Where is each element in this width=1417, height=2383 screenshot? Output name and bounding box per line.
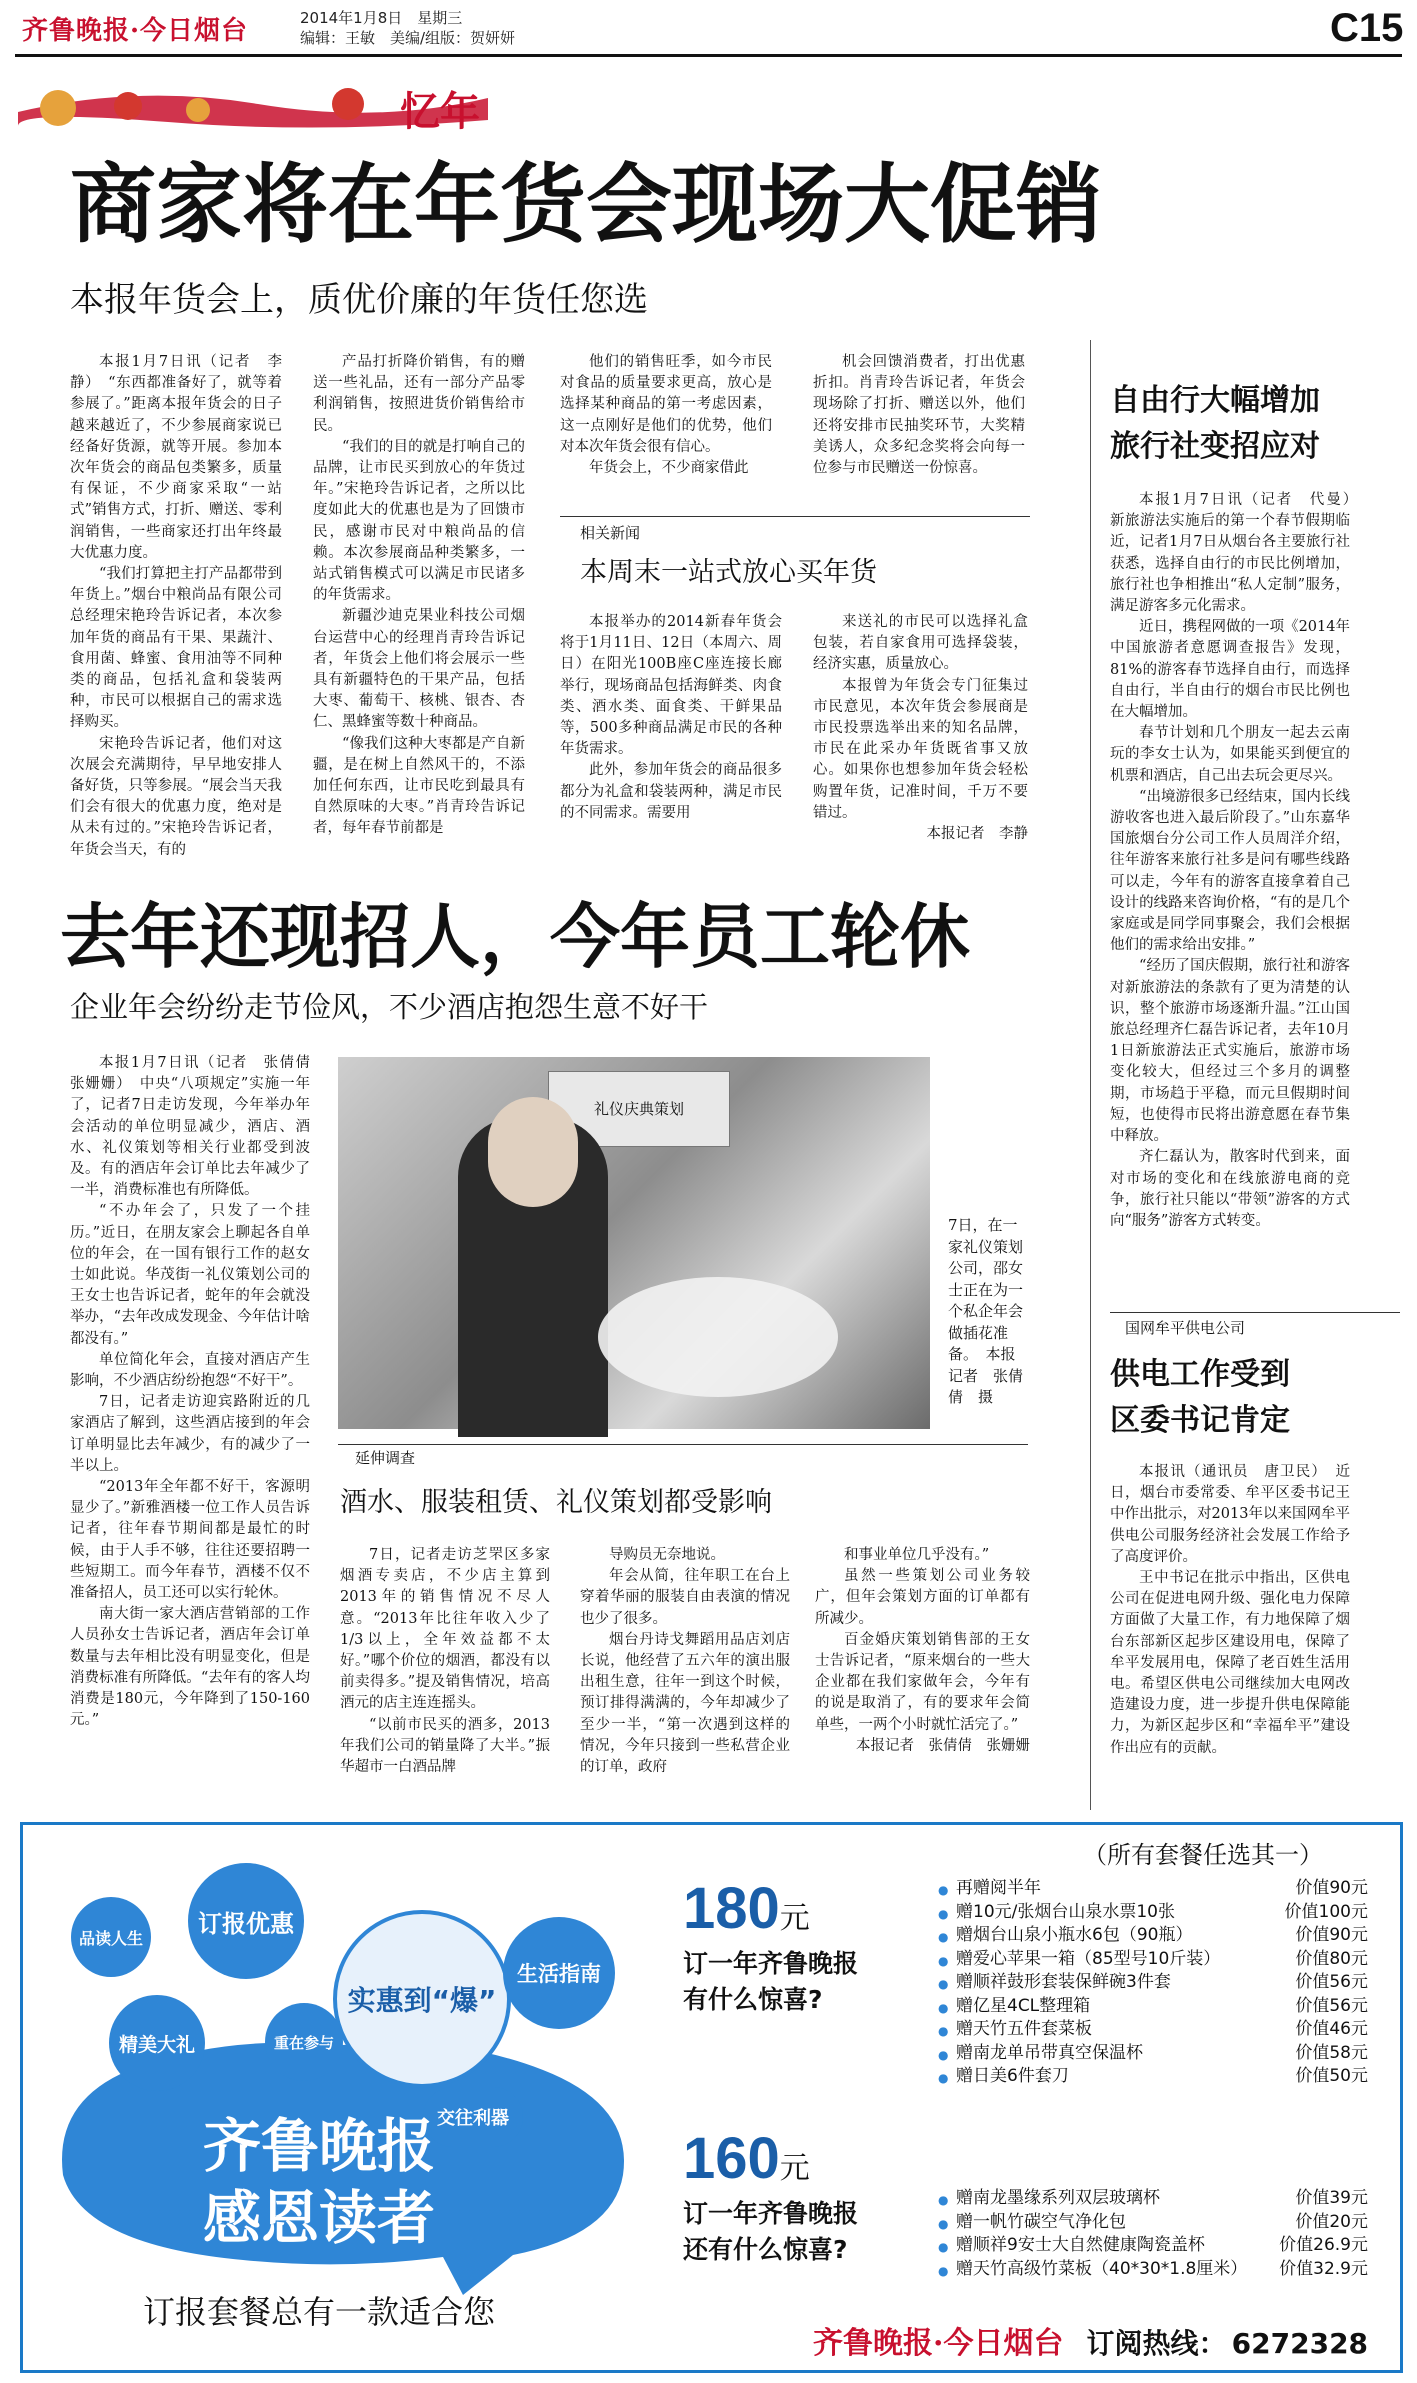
story1-column-2: 产品打折降价销售，有的赠送一些礼品，还有一部分产品零利润销售，按照进货价销售给市民。 “我们的目的就是打响自己的品牌，让市民买到放心的年货过年。”宋艳玲告诉记者，之所以比度如此大的优惠也是为了回馈市民，感谢市民对中粮尚品的信赖。本次参展商品种类繁多，一站式销售模式可以满足市民诸多的年货需求。 新疆沙迪克果业科技公司烟台运营中心的经理肖青玲告诉记者，年货会上他们将会展示一些具有新疆特色的干果产品，包括大枣、葡萄干、核桃、银杏、杏仁、黑蜂蜜等数十种商品。 “像我们这种大枣都是产自新疆，是在树上自然风干的，不添加任何东西，让市民吃到最具有自然原味的大枣。”肖青玲告诉记者，每年春节前都是	[313, 354, 525, 837]
photo-sign: 礼仪庆典策划	[548, 1071, 730, 1147]
offer-item-name: ● 赠顺祥鼓形套装保鲜碗3件套	[938, 1971, 1171, 1995]
offer-180	[683, 1875, 858, 2018]
bullet-icon: ●	[938, 2240, 949, 2254]
story2-column-1: 本报1月7日讯（记者 张倩倩 张姗姗） 中央“八项规定”实施一年了，记者7日走访发现，今年举办年会活动的单位明显减少，酒店、酒水、礼仪策划等相关行业都受到波及。有的酒店年会订单比去年减少了一半，消费标准也有所降低。 “不办年会了，只发了一个挂历。”近日，在朋友家会上聊起各自单位的年会，在一国有银行工作的赵女士如此说。华茂街一礼仪策划公司的王女士也告诉记者，蛇年的年会就没举办，“去年改成发现金、今年估计啥都没有。” 单位简化年会，直接对酒店产生影响，不少酒店纷纷抱怨“不好干”。 7日，记者走访迎宾路附近的几家酒店了解到，这些酒店接到的年会订单明显比去年减少，有的减少了一半以上。 “2013年全年都不好干，客源明显少了。”新雅酒楼一位工作人员告诉记者，往年春节期间都是最忙的时候，由于人手不够，往往还要招聘一些短期工。而今年春节，酒楼不仅不准备招人，员工还可以实行轮休。 南大街一家大酒店营销部的工作人员孙女士告诉记者，酒店年会订单数量与去年相比没有明显变化，但是消费标准有所降低。“去年有的客人均消费是180元，今年降到了150-160元。”	[70, 1055, 325, 1729]
offer-item	[938, 1924, 1368, 1948]
bubble-social: 交往利器	[423, 2087, 523, 2147]
side2-headline: 供电工作受到 区委书记肯定	[1110, 1357, 1290, 1438]
offer-160	[683, 2125, 858, 2268]
ext-byline: 本报记者 张倩倩 张姗姗	[856, 1737, 1030, 1754]
offer-item-name: ● 赠顺祥9安士大自然健康陶瓷盖杯	[938, 2234, 1205, 2258]
hotline-number[interactable]: 6272328	[1231, 2327, 1369, 2360]
side1-body: 本报1月7日讯（记者 代曼） 新旅游法实施后的第一个春节假期临近，记者1月7日从烟台各主要旅行社获悉，选择自由行的市民比例增加，旅行社也争相推出“私人定制”服务，满足游客多元化需求。 近日，携程网做的一项《2014年中国旅游者意愿调查报告》发现，81%的游客春节选择自由行，而选择自由行，半自由行的烟台市民比例也在大幅增加。 春节计划和几个朋友一起去云南玩的李女士认为，如果能买到便宜的机票和酒店，自己出去玩会更尽兴。 “出境游很多已经结束，国内长线游收客也进入最后阶段了。”山东嘉华国旅烟台分公司工作人员周洋介绍，往年游客来旅行社多是问有哪些线路可以走，今年有的游客直接拿着自己设计的线路来咨询价格，“有的是几个家庭或是同学同事聚会，我们会根据他们的需求给出安排。” “经历了国庆假期，旅行社和游客对新旅游法的条款有了更为清楚的认识，整个旅游市场逐渐升温。”江山国旅总经理齐仁磊告诉记者，去年10月1日新旅游法正式实施后，旅游市场变化较大，但经过三个多月的调整期，市场趋于平稳，而元旦假期时间短，也使得市民将出游意愿在春节集中释放。 齐仁磊认为，散客时代到来，面对市场的变化和在线旅游电商的竞争，旅行社只能以“带领”游客的方式向“服务”游客方式转变。	[1110, 492, 1365, 1229]
offer-item-price: 价值39元	[1295, 2188, 1368, 2208]
offer-160-list	[938, 2187, 1368, 2281]
ext-column-3: 和事业单位几乎没有。” 虽然一些策划公司业务较广，但年会策划方面的订单都有所减少。 百金婚庆策划销售部的王女士告诉记者，“原来烟台的一些大企业都在我们家做年会，今年有的说是取消了，有的要求年会简单些，一两个小时就忙活完了。” 本报记者 张倩倩 张姗姗	[815, 1545, 1030, 1770]
offer-item-price: 价值56元	[1295, 1972, 1368, 1992]
offer-item-name: ● 赠南龙单吊带真空保温杯	[938, 2042, 1143, 2066]
story2-subheadline: 企业年会纷纷走节俭风，不少酒店抱怨生意不好干	[70, 990, 709, 1024]
story1-column-1: 本报1月7日讯（记者 李静） “东西都准备好了，就等着参展了。”距离本报年货会的日子越来越近了，不少参展商家说已经备好货源，就等开展。参加本次年货会的商品包类繁多，质量有保证，不少商家采取“一站式”销售方式，打折、赠送、零利润销售，一些商家还打出年终最大优惠力度。 “我们打算把主打产品都带到年货上。”烟台中粮尚品有限公司总经理宋艳玲告诉记者，本次参加年货的商品有干果、果蔬汁、食用菌、蜂蜜、食用油等不同种类的商品，包括礼盒和袋装两种，市民可以根据自己的需求选择购买。 宋艳玲告诉记者，他们对这次展会充满期待，早早地安排人备好货，只等参展。“展会当天我们会有很大的优惠力度，绝对是从未有过的。”宋艳玲告诉记者，年货会当天，有的	[70, 354, 282, 858]
bullet-icon: ●	[938, 2071, 949, 2085]
photo-flowers	[598, 1277, 838, 1397]
header-meta	[300, 8, 515, 48]
offer-item-price: 价值56元	[1295, 1995, 1368, 2016]
ext-headline: 酒水、服装租赁、礼仪策划都受影响	[340, 1487, 772, 1518]
date-line: 2014年1月8日 星期三	[300, 9, 463, 27]
bullet-icon: ●	[938, 2216, 949, 2231]
offer-item-price: 价值46元	[1295, 2019, 1368, 2039]
offer-item-name: ● 赠烟台山泉小瓶水6包（90瓶）	[938, 1924, 1192, 1948]
offer-160-question: 订一年齐鲁晚报 还有什么惊喜?	[683, 2199, 859, 2264]
ext-label: 延伸调查	[355, 1449, 416, 1467]
offer-item	[938, 1995, 1368, 2019]
offer-item-name: ● 再赠阅半年	[938, 1877, 1041, 1901]
photo-face	[488, 1097, 578, 1207]
bullet-icon: ●	[938, 1953, 949, 1968]
offer-item-name: ● 赠天竹高级竹菜板（40*30*1.8厘米）	[938, 2258, 1247, 2282]
bullet-icon: ●	[938, 1977, 949, 1991]
offer-item-price: 价值20元	[1295, 2211, 1368, 2232]
related-column-2: 来送礼的市民可以选择礼盒包装，若自家食用可选择袋装，经济实惠，质量放心。 本报曾为年货会专门征集过市民意见，本次年货会参展商是市民投票选举出来的知名品牌，市民在此采办年货既省事又放心。如果你也想参加年货会轻松购置年货，记准时间，千万不要错过。 本报记者 李静	[813, 612, 1028, 842]
offer-180-question: 订一年齐鲁晚报 有什么惊喜?	[683, 1949, 859, 2014]
page-number: C15	[1330, 6, 1404, 50]
bubble-gift: 精美大礼	[109, 1995, 205, 2091]
offer-item-name: ● 赠亿星4CL整理箱	[938, 1995, 1090, 2019]
offer-180-list	[938, 1877, 1368, 2089]
masthead-logo: 齐鲁晚报·今日烟台	[22, 16, 249, 46]
related-headline: 本周末一站式放心买年货	[580, 557, 877, 588]
offer-item-price: 价值90元	[1295, 1878, 1368, 1898]
story1-subheadline: 本报年货会上，质优价廉的年货任您选	[70, 280, 648, 320]
offer-item	[938, 1971, 1368, 1995]
related-column-1: 本报举办的2014新春年货会将于1月11日、12日（本周六、周日）在阳光100B座C座连接长廊举行，现场商品包括海鲜类、肉食类、酒水类、面食类、干鲜果品等，500多种商品满足市民的各种年货需求。 此外，参加年货会的商品很多都分为礼盒和袋装两种，满足市民的不同需求。需要用	[560, 614, 782, 821]
offer-item-name: ● 赠爱心苹果一箱（85型号10斤装）	[938, 1948, 1220, 1972]
related-label: 相关新闻	[580, 524, 641, 542]
offer-item-name: ● 赠一帆竹碳空气净化包	[938, 2211, 1126, 2235]
bullet-icon: ●	[938, 2193, 949, 2207]
hotline-label: 订阅热线：	[1086, 2327, 1227, 2360]
column-divider	[1090, 340, 1091, 1810]
bubble-reading: 品读人生	[71, 1897, 151, 1977]
ext-rule	[338, 1444, 1028, 1445]
offer-item-price: 价值50元	[1295, 2066, 1368, 2086]
story1-column-3: 他们的销售旺季，如今市民对食品的质量要求更高，放心是选择某种商品的第一考虑因素，这一点刚好是他们的优势，他们对本次年货会很有信心。 年货会上，不少商家借此	[560, 354, 772, 477]
editor-line: 编辑：王敏 美编/组版：贺妍妍	[300, 29, 516, 47]
offer-item-price: 价值26.9元	[1279, 2235, 1368, 2255]
side2-body: 本报讯（通讯员 唐卫民） 近日，烟台市委常委、牟平区委书记王中作出批示，对2013年以来国网牟平供电公司服务经济社会发展工作给予了高度评价。 王中书记在批示中指出，区供电公司在促进电网升级、强化电力保障方面做了大量工作，有力地保障了烟台东部新区起步区建设用电，保障了牟平发展用电，保障了老百姓生活用电。希望区供电公司继续加大电网改造建设力度，进一步提升供电保障能力，为新区起步区和“幸福牟平”建设作出应有的贡献。	[1110, 1464, 1350, 1756]
offer-item	[938, 2065, 1368, 2089]
offer-item-name: ● 赠天竹五件套菜板	[938, 2018, 1092, 2042]
offer-item	[938, 2018, 1368, 2042]
story2-headline: 去年还现招人，今年员工轮休	[60, 896, 970, 978]
bubble-deal: 实惠到“爆”	[333, 1910, 511, 2088]
ad-note: （所有套餐任选其一）	[1083, 1841, 1323, 1869]
bullet-icon: ●	[938, 1930, 949, 1944]
side1-headline: 自由行大幅增加 旅行社变招应对	[1110, 383, 1320, 464]
offer-item	[938, 2187, 1368, 2211]
related-byline: 本报记者 李静	[926, 826, 1028, 843]
offer-item	[938, 2211, 1368, 2235]
bullet-icon: ●	[938, 2000, 949, 2015]
offer-item	[938, 2042, 1368, 2066]
offer-item	[938, 1948, 1368, 1972]
ad-footer	[813, 2318, 1368, 2362]
header-rule	[15, 54, 1402, 57]
ad-footer-logo: 齐鲁晚报·今日烟台	[813, 2326, 1064, 2361]
side2-rule	[1110, 1312, 1400, 1313]
bullet-icon: ●	[938, 2263, 949, 2278]
bubble-participate: 重在参与	[265, 2003, 343, 2081]
bullet-icon: ●	[938, 2047, 949, 2062]
bullet-icon: ●	[938, 1906, 949, 1921]
bullet-icon: ●	[938, 2024, 949, 2038]
photo-caption: 7日，在一家礼仪策划公司，邵女士正在为一个私企年会做插花准备。 本报记者 张倩倩 摄	[948, 1216, 1024, 1406]
subscription-ad	[20, 1822, 1403, 2373]
story1-headline: 商家将在年货会现场大促销	[70, 155, 1102, 255]
story1-column-4: 机会回馈消费者，打出优惠折扣。肖青玲告诉记者，年货会现场除了打折、赠送以外，他们还将安排市民抽奖环节，大奖精美诱人，众多纪念奖将会向每一位参与市民赠送一份惊喜。	[813, 354, 1025, 477]
offer-item-name: ● 赠10元/张烟台山泉水票10张	[938, 1901, 1175, 1925]
offer-item	[938, 2234, 1368, 2258]
ad-slogan: 订报套餐总有一款适合您	[143, 2293, 496, 2331]
offer-item-price: 价值90元	[1295, 1925, 1368, 1945]
offer-180-price: 180	[683, 1876, 780, 1941]
bullet-icon: ●	[938, 1883, 949, 1897]
ad-main-title: 齐鲁晚报 感恩读者	[203, 2112, 436, 2252]
offer-item-name: ● 赠南龙墨缘系列双层玻璃杯	[938, 2187, 1160, 2211]
offer-180-unit: 元	[779, 1901, 810, 1936]
offer-item-price: 价值80元	[1295, 1948, 1368, 1969]
bubble-discount: 订报优惠	[188, 1863, 304, 1979]
related-rule	[560, 516, 1030, 517]
offer-item	[938, 1877, 1368, 1901]
ext-column-2: 导购员无奈地说。 年会从简，往年职工在台上穿着华丽的服装自由表演的情况也少了很多。 烟台丹诗戈舞蹈用品店刘店长说，他经营了五六年的演出服出租生意，往年一到这个时候，预订排得满满的，今年却减少了至少一半，“第一次遇到这样的情况，今年只接到一些私营企业的订单，政府	[580, 1547, 790, 1776]
offer-160-unit: 元	[779, 2151, 810, 2186]
news-photo	[338, 1057, 930, 1429]
offer-item-name: ● 赠日美6件套刀	[938, 2065, 1069, 2089]
section-title: 忆年	[400, 88, 480, 135]
offer-item-price: 价值100元	[1284, 1901, 1368, 1922]
ext-column-1: 7日，记者走访芝罘区多家烟酒专卖店，不少店主算到2013年的销售情况不尽人意。“2013年比往年收入少了1/3以上，全年效益都不太好。”哪个价位的烟酒，都没有以前卖得多。”提及销售情况，培高酒元的店主连连摇头。 “以前市民买的酒多，2013年我们公司的销量降了大半。”振华超市一白酒品牌	[340, 1547, 550, 1776]
side2-label: 国网牟平供电公司	[1125, 1319, 1246, 1337]
offer-160-price: 160	[683, 2126, 780, 2191]
bubble-guide: 生活指南	[503, 1917, 615, 2029]
offer-item	[938, 2258, 1368, 2282]
offer-item	[938, 1901, 1368, 1925]
offer-item-price: 价值32.9元	[1279, 2258, 1368, 2279]
offer-item-price: 价值58元	[1295, 2042, 1368, 2063]
